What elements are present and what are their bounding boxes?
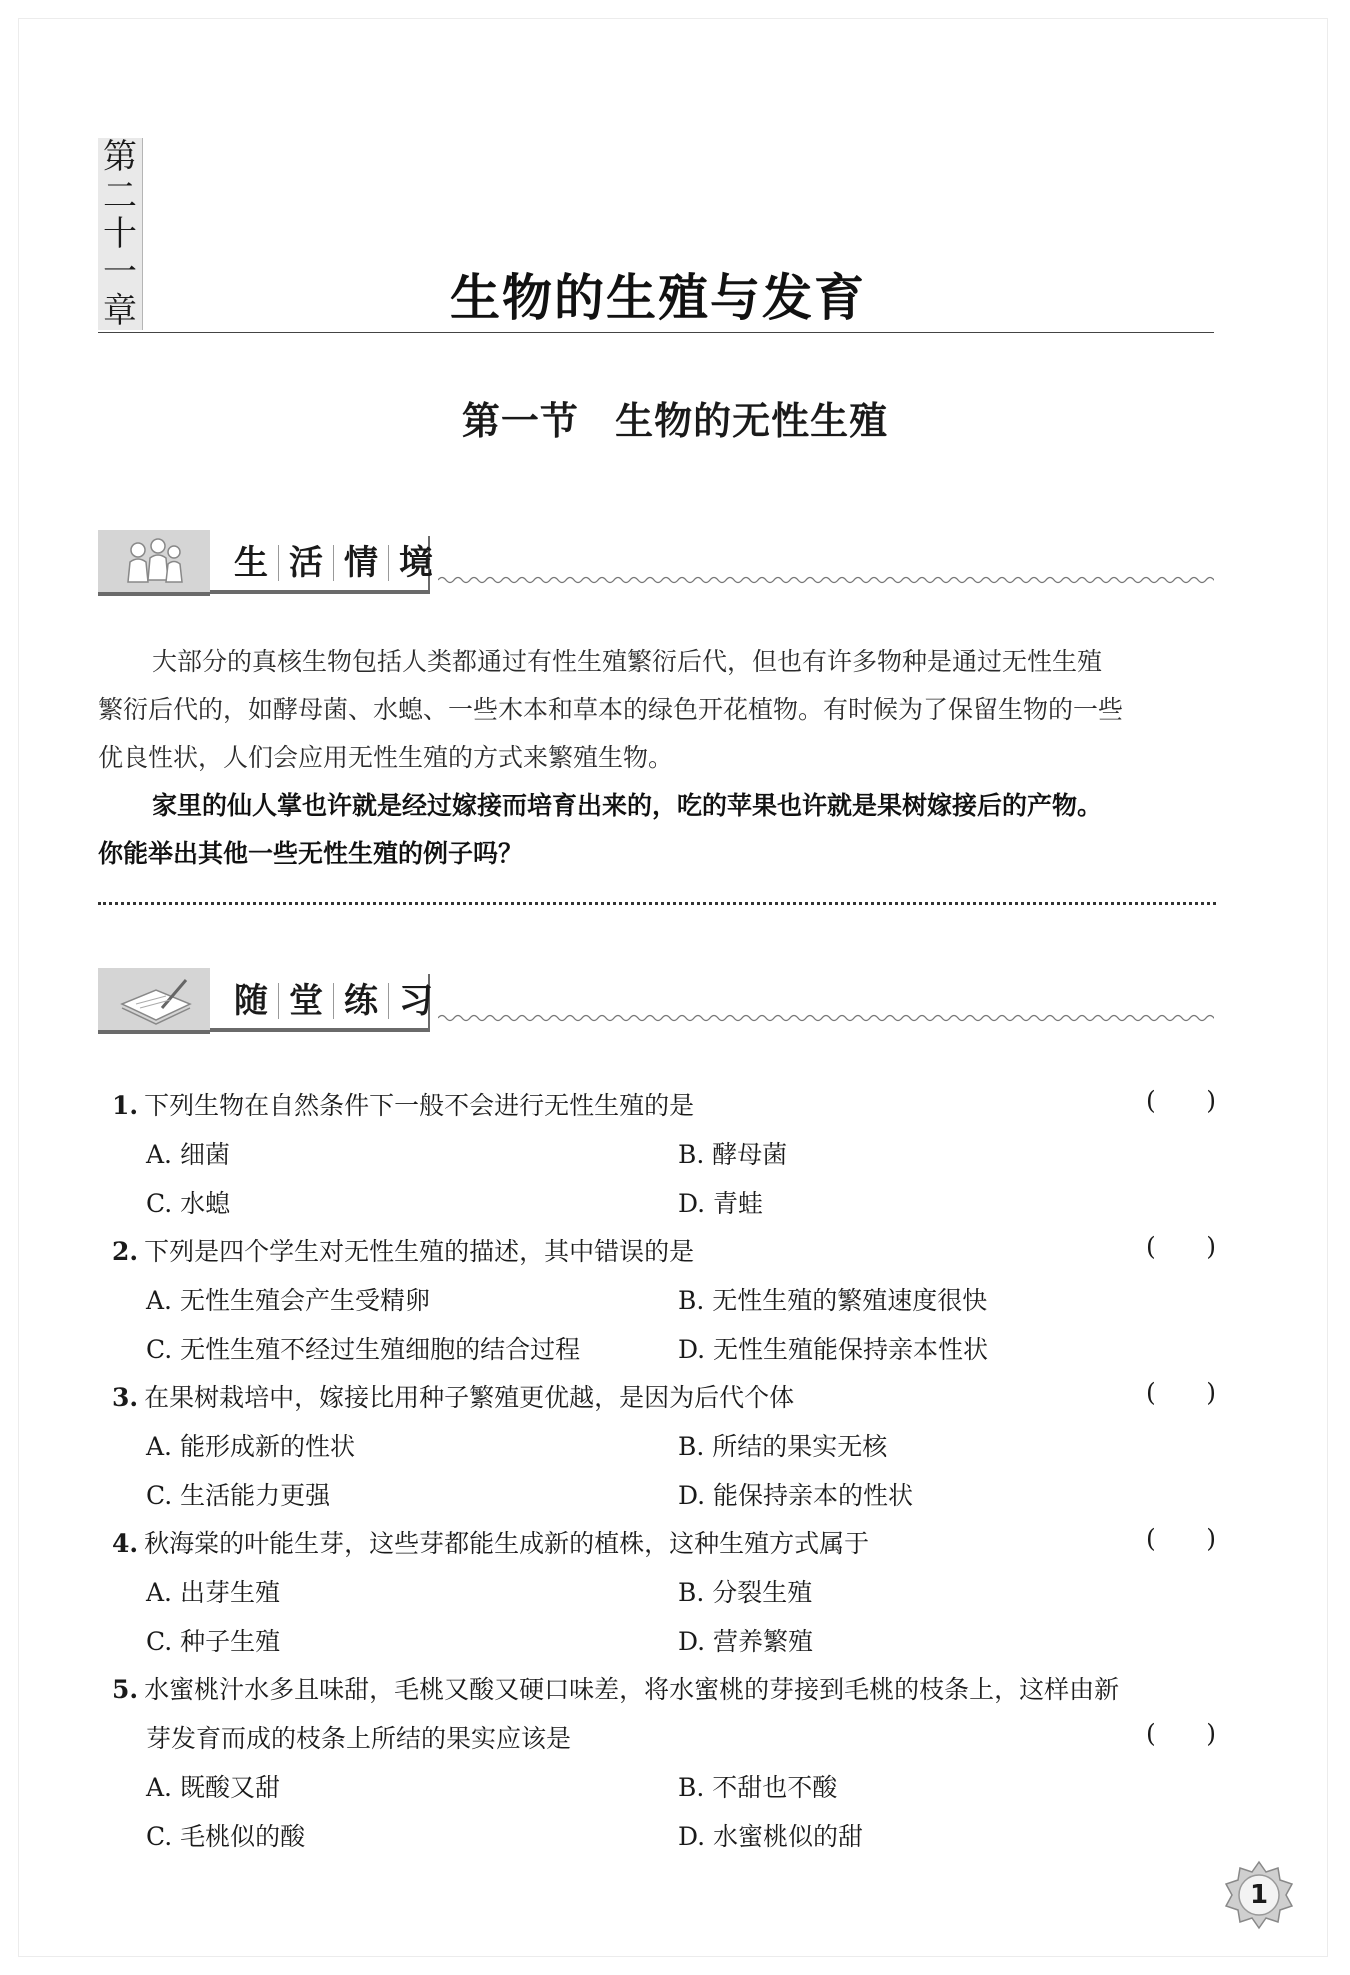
paren-open: (: [1146, 1232, 1156, 1261]
practice-title: [210, 974, 433, 1032]
option-b[interactable]: B. 分裂生殖: [678, 1578, 813, 1607]
page-number-badge: [1224, 1860, 1294, 1930]
header-char: 情: [334, 545, 389, 581]
header-char: 习: [399, 981, 433, 1021]
option-d[interactable]: D. 能保持亲本的性状: [678, 1481, 914, 1510]
option-b[interactable]: B. 所结的果实无核: [678, 1432, 888, 1461]
option-b[interactable]: B. 无性生殖的繁殖速度很快: [678, 1286, 988, 1315]
answer-blank[interactable]: [1146, 1232, 1216, 1261]
answer-blank[interactable]: [1146, 1086, 1216, 1115]
question-stem: [112, 1086, 694, 1122]
option-b[interactable]: B. 不甜也不酸: [678, 1773, 838, 1802]
answer-blank[interactable]: [1146, 1524, 1216, 1553]
context-question-line: 家里的仙人掌也许就是经过嫁接而培育出来的，吃的苹果也许就是果树嫁接后的产物。: [152, 791, 1103, 820]
question-text: 水蜜桃汁水多且味甜，毛桃又酸又硬口味差，将水蜜桃的芽接到毛桃的枝条上，这样由新: [144, 1675, 1120, 1704]
wavy-rule: [438, 574, 1214, 586]
paren-open: (: [1146, 1378, 1156, 1407]
option-d[interactable]: D. 营养繁殖: [678, 1627, 814, 1656]
question-text: 下列生物在自然条件下一般不会进行无性生殖的是: [144, 1091, 695, 1120]
context-question-line: 你能举出其他一些无性生殖的例子吗？: [98, 839, 524, 868]
context-paragraph-line: 优良性状，人们会应用无性生殖的方式来繁殖生物。: [98, 743, 674, 772]
paren-close: ): [1206, 1378, 1216, 1407]
question-text: 在果树栽培中，嫁接比用种子繁殖更优越，是因为后代个体: [144, 1383, 795, 1412]
question-number: 5.: [112, 1675, 139, 1704]
chapter-tab-char: 一: [103, 252, 137, 293]
option-d[interactable]: D. 青蛙: [678, 1189, 764, 1218]
header-char: 活: [279, 545, 334, 581]
option-b[interactable]: B. 酵母菌: [678, 1140, 788, 1169]
paren-open: (: [1146, 1086, 1156, 1115]
option-a[interactable]: A. 细菌: [146, 1140, 230, 1169]
paren-close: ): [1206, 1232, 1216, 1261]
option-d[interactable]: D. 无性生殖能保持亲本性状: [678, 1335, 989, 1364]
question-number: 4.: [112, 1529, 139, 1558]
question-number: 3.: [112, 1383, 139, 1412]
notebook-pen-icon: [98, 968, 210, 1034]
chapter-divider: [98, 332, 1214, 333]
question-stem-continued: 芽发育而成的枝条上所结的果实应该是: [146, 1724, 572, 1753]
chapter-tab: [98, 138, 143, 330]
option-c[interactable]: C. 毛桃似的酸: [146, 1822, 306, 1851]
chapter-tab-char: 第: [103, 137, 137, 178]
header-char: 随: [224, 983, 279, 1019]
question-stem: [112, 1524, 869, 1560]
question-4: [112, 1524, 1216, 1654]
question-stem: [112, 1670, 1119, 1706]
dotted-separator: [98, 902, 1216, 905]
context-paragraph-line: 大部分的真核生物包括人类都通过有性生殖繁衍后代，但也有许多物种是通过无性生殖: [152, 647, 1103, 676]
paren-close: ): [1206, 1719, 1216, 1748]
option-a[interactable]: A. 无性生殖会产生受精卵: [146, 1286, 430, 1315]
answer-blank[interactable]: [1146, 1378, 1216, 1407]
question-number: 2.: [112, 1237, 139, 1266]
option-c[interactable]: C. 水螅: [146, 1189, 231, 1218]
chapter-tab-char: 十: [103, 213, 137, 254]
header-char: 练: [334, 983, 389, 1019]
chapter-tab-char: 章: [103, 290, 137, 331]
option-d[interactable]: D. 水蜜桃似的甜: [678, 1822, 864, 1851]
question-3: [112, 1378, 1216, 1508]
section-title: 第一节 生物的无性生殖: [461, 398, 889, 443]
question-stem: [112, 1378, 794, 1414]
question-text: 秋海棠的叶能生芽，这些芽都能生成新的植株，这种生殖方式属于: [144, 1529, 870, 1558]
option-c[interactable]: C. 种子生殖: [146, 1627, 281, 1656]
question-text: 下列是四个学生对无性生殖的描述，其中错误的是: [144, 1237, 695, 1266]
paren-open: (: [1146, 1719, 1156, 1748]
people-icon: [98, 530, 210, 596]
option-c[interactable]: C. 生活能力更强: [146, 1481, 331, 1510]
question-2: [112, 1232, 1216, 1362]
page-number: 1: [1249, 1880, 1269, 1910]
context-paragraph-line: 繁衍后代的，如酵母菌、水螅、一些木本和草本的绿色开花植物。有时候为了保留生物的一些: [98, 695, 1124, 724]
header-char: 生: [224, 545, 279, 581]
option-a[interactable]: A. 能形成新的性状: [146, 1432, 355, 1461]
question-1: [112, 1086, 1216, 1216]
option-c[interactable]: C. 无性生殖不经过生殖细胞的结合过程: [146, 1335, 581, 1364]
life-context-title: [210, 536, 433, 594]
option-a[interactable]: A. 出芽生殖: [146, 1578, 280, 1607]
option-a[interactable]: A. 既酸又甜: [146, 1773, 280, 1802]
paren-close: ): [1206, 1524, 1216, 1553]
chapter-title: 生物的生殖与发育: [450, 269, 866, 327]
practice-header: [98, 968, 1214, 1034]
header-char: 堂: [279, 983, 334, 1019]
paren-close: ): [1206, 1086, 1216, 1115]
chapter-tab-char: 二: [103, 175, 137, 216]
paren-open: (: [1146, 1524, 1156, 1553]
wavy-rule: [438, 1012, 1214, 1024]
life-context-header: [98, 530, 1214, 596]
question-stem: [112, 1232, 694, 1268]
question-number: 1.: [112, 1091, 139, 1120]
question-5: [112, 1670, 1216, 1850]
header-char: 境: [399, 543, 433, 583]
answer-blank[interactable]: [1146, 1719, 1216, 1748]
